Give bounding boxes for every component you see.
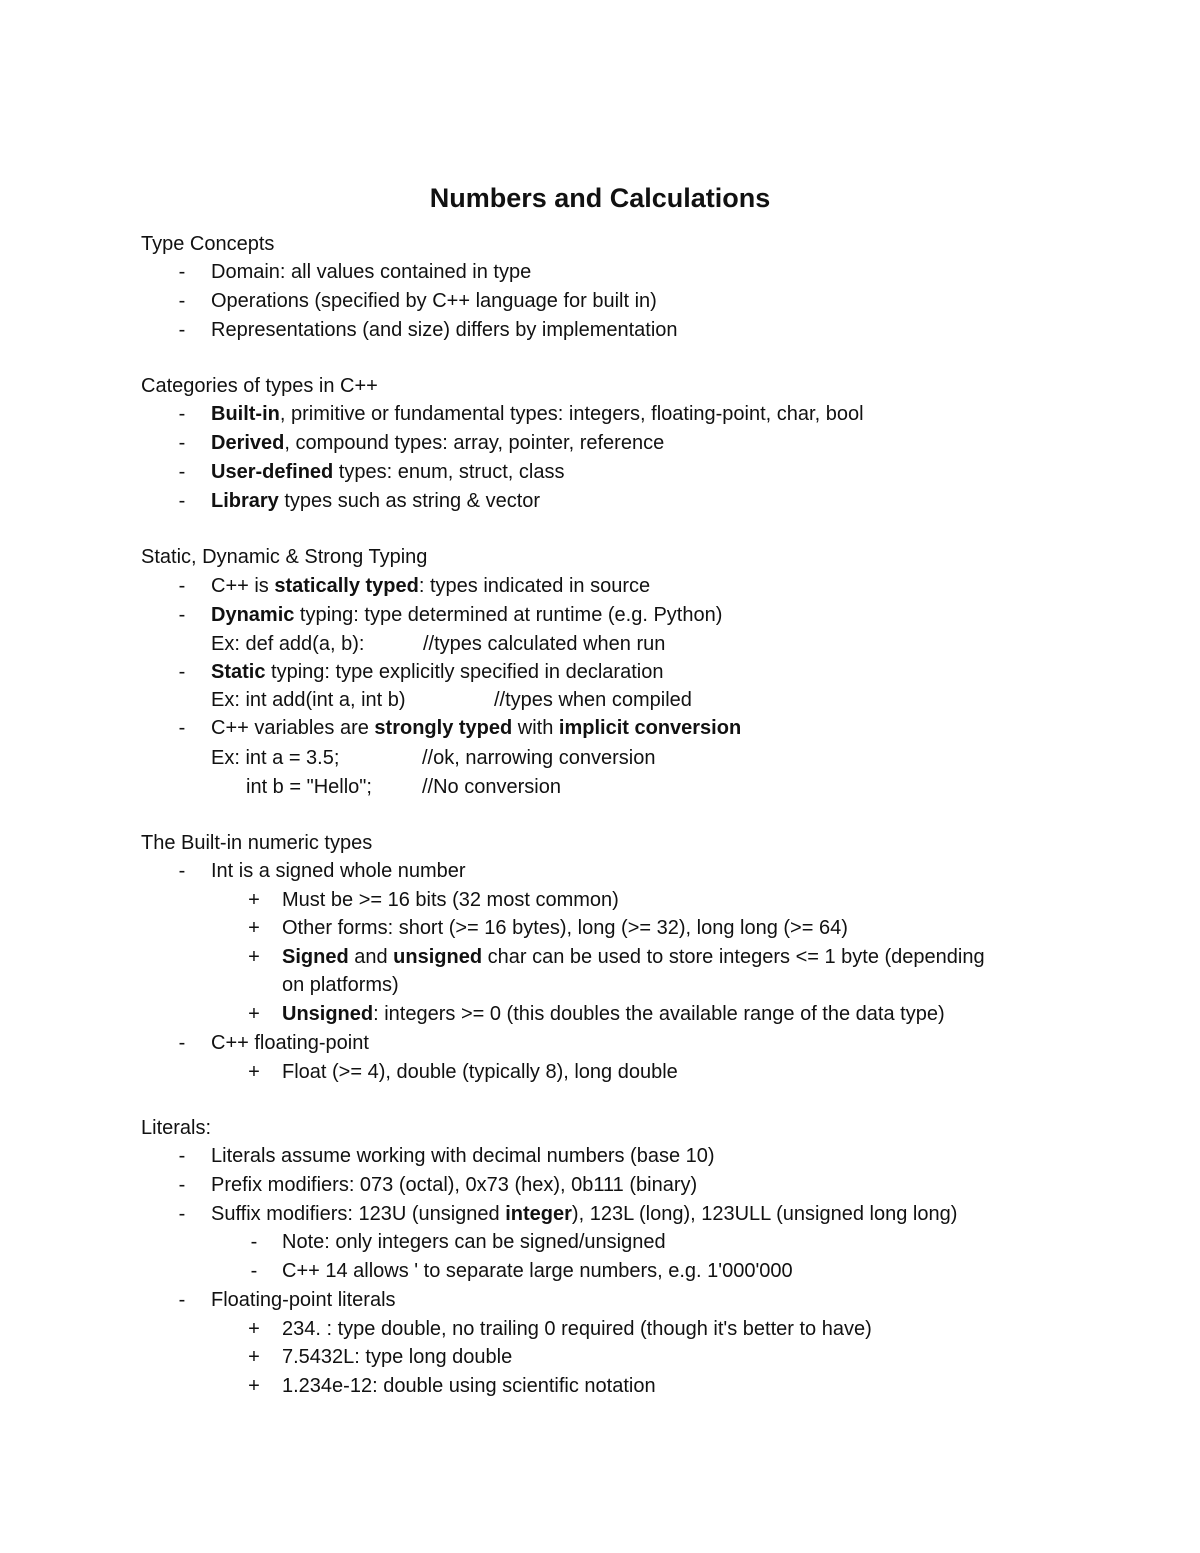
item-text: : integers >= 0 (this doubles the available range of the data type) (373, 1003, 945, 1025)
bold-term: Unsigned (282, 1003, 374, 1025)
bold-term: Dynamic (211, 604, 295, 626)
sub-list-item: 234. : type double, no trailing 0 required (though it's better to have) (282, 1318, 872, 1340)
dash-marker: - (178, 319, 186, 341)
sub-list-item-continuation: on platforms) (282, 974, 399, 996)
list-item (211, 400, 864, 428)
plus-marker: + (248, 1061, 260, 1083)
bold-term: integer (505, 1203, 572, 1225)
list-item: Floating-point literals (211, 1289, 396, 1311)
plus-marker: + (248, 1375, 260, 1397)
list-item (211, 658, 663, 686)
dash-marker: - (250, 1231, 258, 1253)
sub-list-item (282, 943, 985, 971)
list-item: Literals assume working with decimal numbers (base 10) (211, 1145, 715, 1167)
item-text: with (512, 717, 559, 739)
sub-list-item: 1.234e-12: double using scientific notation (282, 1375, 656, 1397)
sub-list-item (282, 1000, 945, 1028)
list-item (211, 429, 664, 457)
dash-marker: - (178, 432, 186, 454)
example-code: Ex: def add(a, b): (211, 633, 365, 655)
plus-marker: + (248, 917, 260, 939)
item-text: , primitive or fundamental types: integers, floating-point, char, bool (279, 403, 864, 425)
section-heading-literals: Literals: (141, 1117, 212, 1139)
list-item: Domain: all values contained in type (211, 261, 532, 283)
item-text: ), 123L (long), 123ULL (unsigned long long) (571, 1203, 958, 1225)
dash-marker: - (250, 1260, 258, 1282)
list-item: Prefix modifiers: 073 (octal), 0x73 (hex), 0b111 (binary) (211, 1174, 698, 1196)
item-text: types such as string & vector (278, 490, 541, 512)
bold-term: implicit conversion (558, 717, 742, 739)
example-code: Ex: int a = 3.5; (211, 747, 340, 769)
item-text: types: enum, struct, class (333, 461, 565, 483)
section-heading-type-concepts: Type Concepts (141, 233, 275, 255)
bold-term: Built-in (211, 403, 280, 425)
dash-marker: - (178, 604, 186, 626)
plus-marker: + (248, 1346, 260, 1368)
bold-term: User-defined (211, 461, 334, 483)
dash-marker: - (178, 1032, 186, 1054)
dash-marker: - (178, 1289, 186, 1311)
dash-marker: - (178, 575, 186, 597)
dash-marker: - (178, 661, 186, 683)
section-heading-numeric: The Built-in numeric types (141, 832, 373, 854)
dash-marker: - (178, 261, 186, 283)
section-heading-categories: Categories of types in C++ (141, 375, 378, 397)
bold-term: Derived (211, 432, 285, 454)
list-item (211, 487, 540, 515)
dash-marker: - (178, 717, 186, 739)
example-code: int b = "Hello"; (246, 776, 372, 798)
list-item (211, 714, 741, 742)
dash-marker: - (178, 461, 186, 483)
sub-list-item: 7.5432L: type long double (282, 1346, 513, 1368)
sub-list-item: Float (>= 4), double (typically 8), long double (282, 1061, 678, 1083)
sub-list-item: Other forms: short (>= 16 bytes), long (>= 32), long long (>= 64) (282, 917, 848, 939)
dash-marker: - (178, 490, 186, 512)
item-text: : types indicated in source (418, 575, 651, 597)
list-item: C++ floating-point (211, 1032, 369, 1054)
dash-marker: - (178, 1174, 186, 1196)
dash-marker: - (178, 290, 186, 312)
example-comment: //No conversion (422, 776, 561, 798)
sub-list-item: Note: only integers can be signed/unsigned (282, 1231, 666, 1253)
item-text: C++ variables are (211, 717, 375, 739)
example-comment: //types when compiled (494, 689, 692, 711)
example-comment: //ok, narrowing conversion (422, 747, 656, 769)
list-item: Operations (specified by C++ language for built in) (211, 290, 657, 312)
list-item (211, 601, 722, 629)
dash-marker: - (178, 1203, 186, 1225)
list-item: Int is a signed whole number (211, 860, 466, 882)
item-text: , compound types: array, pointer, reference (284, 432, 665, 454)
list-item (211, 572, 650, 600)
plus-marker: + (248, 1003, 260, 1025)
dash-marker: - (178, 403, 186, 425)
item-text: Suffix modifiers: 123U (unsigned (211, 1203, 506, 1225)
bold-term: statically typed (274, 575, 419, 597)
bold-term: Signed (282, 946, 349, 968)
bold-term: Static (211, 661, 266, 683)
plus-marker: + (248, 889, 260, 911)
list-item (211, 1200, 957, 1228)
item-text: char can be used to store integers <= 1 byte (depending (482, 946, 985, 968)
list-item (211, 458, 564, 486)
plus-marker: + (248, 1318, 260, 1340)
item-text: C++ is (211, 575, 275, 597)
page-title: Numbers and Calculations (429, 183, 771, 213)
sub-list-item: C++ 14 allows ' to separate large numbers, e.g. 1'000'000 (282, 1260, 793, 1282)
example-comment: //types calculated when run (423, 633, 666, 655)
plus-marker: + (248, 946, 260, 968)
dash-marker: - (178, 860, 186, 882)
bold-term: unsigned (393, 946, 483, 968)
bold-term: strongly typed (374, 717, 513, 739)
item-text: and (348, 946, 394, 968)
dash-marker: - (178, 1145, 186, 1167)
section-heading-typing: Static, Dynamic & Strong Typing (141, 546, 428, 568)
example-code: Ex: int add(int a, int b) (211, 689, 406, 711)
list-item: Representations (and size) differs by implementation (211, 319, 678, 341)
item-text: typing: type determined at runtime (e.g. Python) (294, 604, 723, 626)
item-text: typing: type explicitly specified in declaration (265, 661, 664, 683)
sub-list-item: Must be >= 16 bits (32 most common) (282, 889, 619, 911)
bold-term: Library (211, 490, 279, 512)
